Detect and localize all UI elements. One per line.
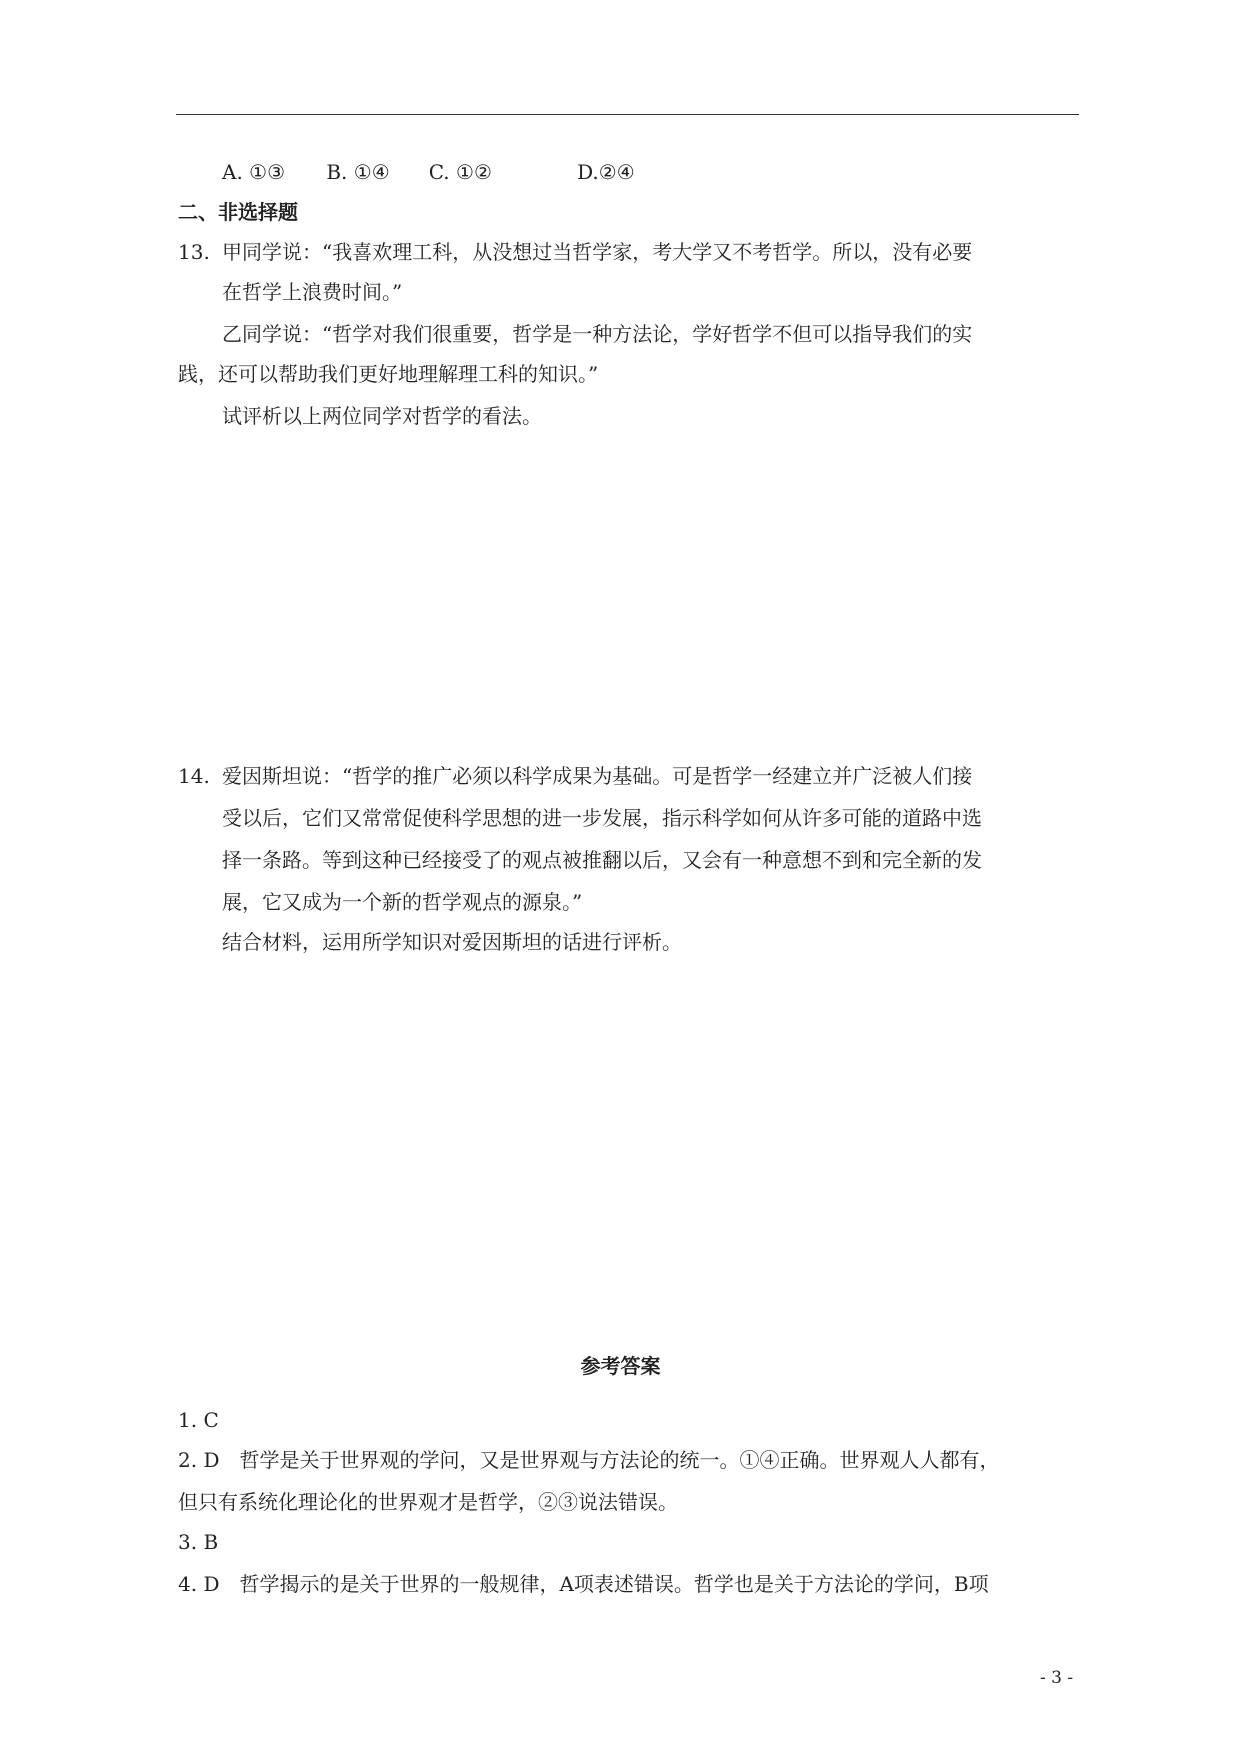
q13-number: 13. <box>178 240 210 264</box>
answer-2-line1: 2. D 哲学是关于世界观的学问，又是世界观与方法论的统一。①④正确。世界观人人都有， <box>178 1448 1000 1472</box>
page-number: - 3 - <box>1040 1668 1074 1688</box>
option-d: D.②④ <box>577 160 635 184</box>
answer-2-line2: 但只有系统化理论化的世界观才是哲学，②③说法错误。 <box>178 1490 678 1514</box>
q14-line2: 受以后，它们又常常促使科学思想的进一步发展，指示科学如何从许多可能的道路中选 <box>222 806 982 830</box>
section-heading: 二、非选择题 <box>178 200 298 224</box>
q14-line1 <box>178 762 972 790</box>
q14-line5: 结合材料，运用所学知识对爱因斯坦的话进行评析。 <box>222 930 682 954</box>
q13-line3: 乙同学说：“哲学对我们很重要，哲学是一种方法论，学好哲学不但可以指导我们的实 <box>222 322 973 346</box>
q13-text-line1: 甲同学说：“我喜欢理工科，从没想过当哲学家，考大学又不考哲学。所以，没有必要 <box>222 240 973 264</box>
option-a: A. ①③ <box>222 160 286 184</box>
header-rule <box>176 114 1079 115</box>
q13-line1 <box>178 238 972 266</box>
options-line <box>222 158 635 186</box>
q14-number: 14. <box>178 764 210 788</box>
answers-title: 参考答案 <box>580 1354 661 1378</box>
q13-line4: 践，还可以帮助我们更好地理解理工科的知识。” <box>178 362 599 386</box>
answer-4-line1: 4. D 哲学揭示的是关于世界的一般规律，A项表述错误。哲学也是关于方法论的学问，B项 <box>178 1572 989 1596</box>
option-b: B. ①④ <box>326 160 390 184</box>
q14-line4: 展，它又成为一个新的哲学观点的源泉。” <box>222 890 583 914</box>
q14-line3: 择一条路。等到这种已经接受了的观点被推翻以后，又会有一种意想不到和完全新的发 <box>222 848 982 872</box>
q13-line5: 试评析以上两位同学对哲学的看法。 <box>222 404 542 428</box>
answer-3: 3. B <box>178 1530 219 1554</box>
q13-line2: 在哲学上浪费时间。” <box>222 280 403 304</box>
q14-text-line1: 爱因斯坦说：“哲学的推广必须以科学成果为基础。可是哲学一经建立并广泛被人们接 <box>222 764 973 788</box>
option-c: C. ①② <box>428 160 492 184</box>
answer-1: 1. C <box>178 1408 219 1432</box>
